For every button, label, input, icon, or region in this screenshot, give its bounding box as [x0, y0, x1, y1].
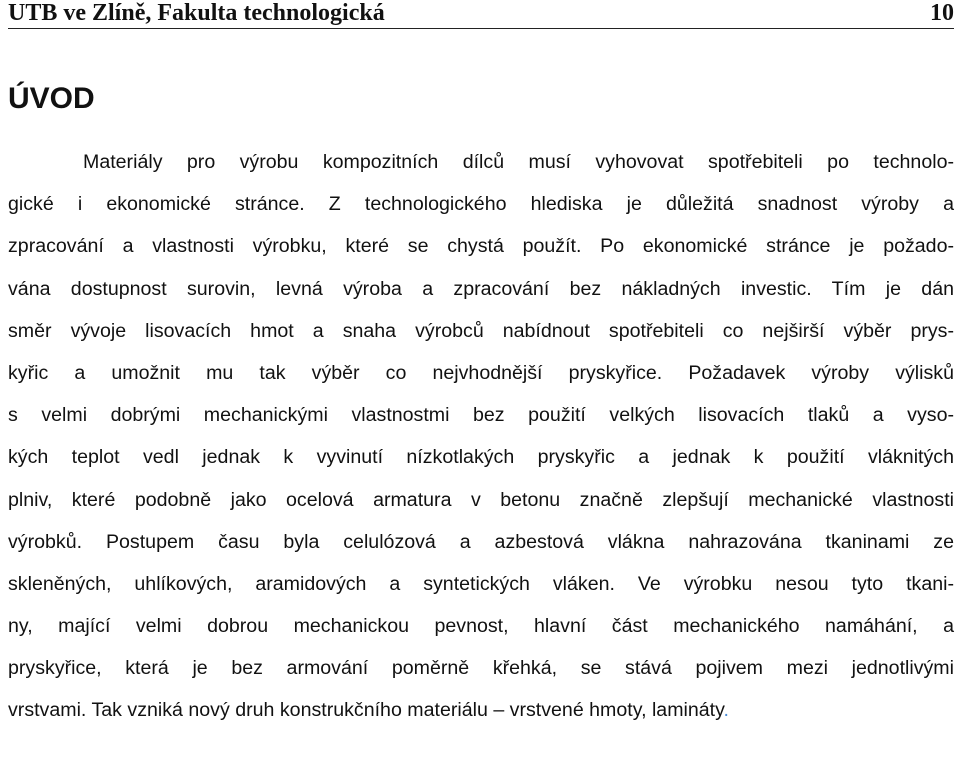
- paragraph-line: pryskyřice, která je bez armování poměrně křehká, se stává pojivem mezi jednotlivými: [8, 657, 954, 680]
- paragraph-line: Materiály pro výrobu kompozitních dílců musí vyhovovat spotřebiteli po technolo-: [83, 151, 954, 173]
- paragraph-last-line-text: vrstvami. Tak vzniká nový druh konstrukčního materiálu – vrstvené hmoty, lamináty: [8, 699, 724, 722]
- header-title: UTB ve Zlíně, Fakulta technologická: [8, 0, 385, 26]
- paragraph-line: směr vývoje lisovacích hmot a snaha výrobců nabídnout spotřebiteli co nejširší výběr prys-: [8, 319, 954, 342]
- intro-paragraph: [8, 141, 954, 732]
- paragraph-line: gické i ekonomické stránce. Z technologického hlediska je důležitá snadnost výroby a: [8, 193, 954, 216]
- paragraph-last-line: [8, 689, 954, 731]
- paragraph-line: plniv, které podobně jako ocelová armatura v betonu značně zlepšují mechanické vlastnosti: [8, 488, 954, 511]
- paragraph-line: vána dostupnost surovin, levná výroba a zpracování bez nákladných investic. Tím je dán: [8, 277, 954, 300]
- running-header: [8, 0, 954, 29]
- paragraph-line: zpracování a vlastnosti výrobku, které se chystá použít. Po ekonomické stránce je požado-: [8, 235, 954, 258]
- paragraph-line: kyřic a umožnit mu tak výběr co nejvhodnější pryskyřice. Požadavek výroby výlisků: [8, 361, 954, 384]
- paragraph-line: kých teplot vedl jednak k vyvinutí nízkotlakých pryskyřic a jednak k použití vláknitých: [8, 446, 954, 469]
- paragraph-line: výrobků. Postupem času byla celulózová a azbestová vlákna nahrazována tkaninami ze: [8, 530, 954, 553]
- chapter-title: ÚVOD: [8, 82, 95, 115]
- paragraph-line: s velmi dobrými mechanickými vlastnostmi bez použití velkých lisovacích tlaků a vyso-: [8, 404, 954, 427]
- paragraph-line: ny, mající velmi dobrou mechanickou pevnost, hlavní část mechanického namáhání, a: [8, 615, 954, 638]
- paragraph-line: skleněných, uhlíkových, aramidových a syntetických vláken. Ve výrobku nesou tyto tkani-: [8, 572, 954, 595]
- header-page-number: 10: [930, 0, 954, 26]
- trailing-period-mark: .: [723, 699, 729, 722]
